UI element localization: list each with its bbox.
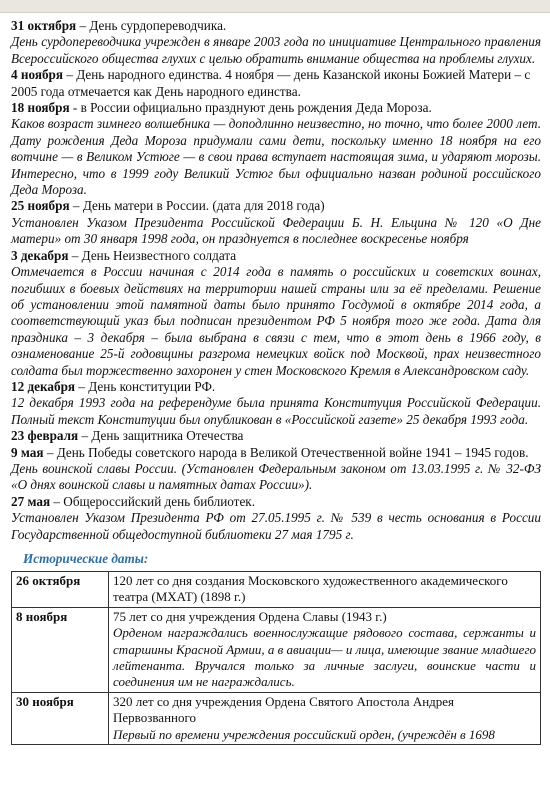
holiday-entry <box>11 445 541 494</box>
holiday-heading <box>11 248 541 264</box>
history-section-title: Исторические даты: <box>23 551 149 566</box>
holiday-title: – День защитника Отечества <box>78 428 244 444</box>
page-top-strip <box>0 0 550 13</box>
holiday-heading <box>11 18 541 34</box>
holiday-heading <box>11 100 541 116</box>
holiday-entry <box>11 198 541 247</box>
holiday-title: – День Победы советского народа в Великой Отечественной войне 1941 – 1945 годов. <box>43 444 529 460</box>
holiday-date: 4 ноября <box>11 67 64 83</box>
holiday-heading <box>11 428 541 444</box>
history-event-title: 75 лет со дня учреждения Ордена Славы (1943 г.) <box>113 608 387 624</box>
history-row <box>12 692 541 744</box>
holiday-description: Каков возраст зимнего волшебника — доподлинно неизвестно, но точно, что более 2000 лет. Дату рождения Деда Мороза придумали сами дети, поскольку именно 18 ноября на его вотчине — в Великом Устюге — в свои права вступает настоящая зима, и ударяют морозы. Интересно, что в 1999 году Великий Устюг был официально назван родиной российского Деда Мороза. <box>11 116 541 198</box>
holiday-heading <box>11 445 541 461</box>
holiday-heading <box>11 198 541 214</box>
holiday-heading <box>11 494 541 510</box>
holiday-description: 12 декабря 1993 года на референдуме была принята Конституция Российской Федерации. Полный текст Конституции был опубликован в «Российской газете» 25 декабря 1993 года. <box>11 395 541 427</box>
holiday-date: 18 ноября <box>11 100 70 116</box>
holiday-title: – День Неизвестного солдата <box>68 247 237 263</box>
holiday-description: Установлен Указом Президента Российской Федерации Б. Н. Ельцина № 120 «О Дне матери» от 30 января 1998 года, он празднуется в последнее воскресенье ноября <box>11 214 541 247</box>
holiday-entry <box>11 18 541 67</box>
holiday-description: Отмечается в России начиная с 2014 года в память о российских и советских воинах, погибших в боевых действиях на территории нашей страны или за её пределами. Решение об установлении этой памятной даты было принято Госдумой в октябре 2014 года, а соответствующий указ был подписан президентом РФ 5 ноября того же года. Дата для праздника – 3 декабря – была выбрана в связи с тем, что в этот день в 1966 году, в ознаменование 25-й годовщины разгрома немецких войск под Москвой, прах неизвестного солдата был торжественно захоронен у стен Московского Кремля в Александровском саду. <box>11 264 541 378</box>
history-event <box>109 607 541 692</box>
history-table <box>11 571 541 745</box>
history-row <box>12 572 541 608</box>
holiday-date: 9 мая <box>11 444 44 460</box>
history-event <box>109 572 541 608</box>
holiday-heading <box>11 379 541 395</box>
holiday-entry <box>11 379 541 428</box>
history-event-description: Первый по времени учреждения российский орден, (учреждён в 1698 <box>113 726 495 742</box>
holiday-description: День воинской славы России. (Установлен Федеральным законом от 13.03.1995 г. № 32-ФЗ «О днях воинской славы и памятных датах России»). <box>11 460 541 493</box>
holiday-title: - в России официально празднуют день рождения Деда Мороза. <box>69 100 432 116</box>
holiday-entry <box>11 100 541 198</box>
history-date: 26 октября <box>12 572 109 608</box>
history-event-title: 320 лет со дня учреждения Ордена Святого Апостола Андрея Первозванного <box>113 693 455 726</box>
holiday-heading <box>11 67 541 100</box>
holiday-title: – Общероссийский день библиотек. <box>50 493 256 509</box>
holiday-description: Установлен Указом Президента РФ от 27.05.1995 г. № 539 в честь основания в России Государственной общедоступной библиотеки 27 мая 1795 г. <box>11 510 541 542</box>
holiday-entry <box>11 494 541 543</box>
history-date: 8 ноября <box>12 607 109 692</box>
history-event-title: 120 лет со дня создания Московского художественного академического театра (МХАТ) (1898 г.) <box>113 573 508 605</box>
holiday-date: 23 февраля <box>11 428 79 444</box>
holiday-list <box>11 18 541 543</box>
holiday-title: – День народного единства. 4 ноября — день Казанской иконы Божией Матери – с 2005 года отмечается как День народного единства. <box>11 67 531 99</box>
holiday-title: – День матери в России. (дата для 2018 года) <box>69 198 325 214</box>
history-event-description: Орденом награждались военнослужащие рядового состава, сержанты и старшины Красной Армии, а в авиации— и лица, имеющие звание младшего лейтенанта. Вручался только за личные заслуги, воинские части и соединения им не награждались. <box>113 625 537 690</box>
holiday-title: – День конституции РФ. <box>75 378 216 394</box>
holiday-date: 12 декабря <box>11 378 76 394</box>
holiday-description: День сурдопереводчика учрежден в январе 2003 года по инициативе Центрального правления Всероссийского общества глухих с целью обратить внимание общества на проблемы глухих. <box>11 34 541 66</box>
history-date: 30 ноября <box>12 692 109 744</box>
holiday-entry <box>11 67 541 100</box>
document-page <box>11 18 541 745</box>
holiday-entry <box>11 428 541 444</box>
history-row <box>12 607 541 692</box>
holiday-date: 25 ноября <box>11 198 70 214</box>
holiday-date: 3 декабря <box>11 247 69 263</box>
holiday-date: 31 октября <box>11 18 77 33</box>
holiday-entry <box>11 248 541 379</box>
holiday-title: – День сурдопереводчика. <box>76 18 227 33</box>
history-event <box>109 692 541 744</box>
holiday-date: 27 мая <box>11 493 51 509</box>
